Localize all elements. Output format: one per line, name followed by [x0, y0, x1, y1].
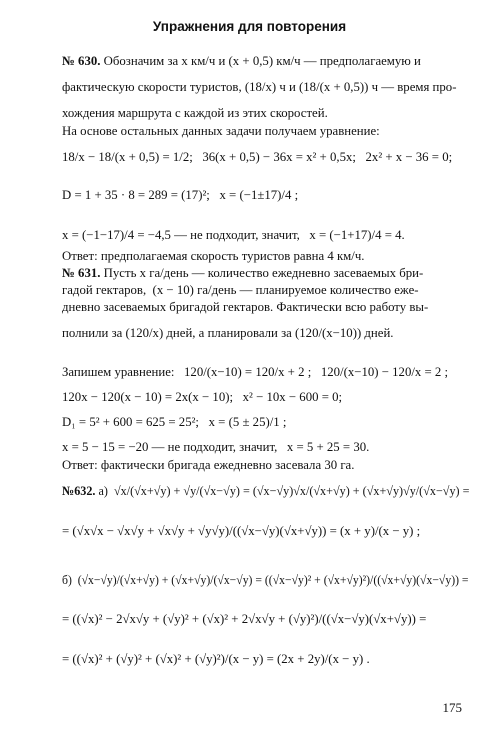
text: На основе остальных данных задачи получаем уравнение:	[62, 124, 380, 138]
equation	[62, 415, 286, 430]
p630-line-4	[62, 124, 380, 139]
text: x = (−1−17)/4 = −4,5 — не подходит, значит, x = (−1+17)/4 = 4.	[62, 228, 405, 242]
problem-number: №632.	[62, 484, 96, 498]
equation	[62, 188, 298, 203]
page-number: 175	[442, 700, 462, 715]
text: D = 1 + 35 · 8 = 289 = (17)²; x = (−1±17)/4 ;	[62, 188, 299, 202]
text: хождения маршрута с каждой из этих скоростей.	[62, 106, 328, 120]
p631-line-3	[62, 300, 428, 315]
equation	[62, 390, 342, 405]
text: б) (√x−√y)/(√x+√y) + (√x+√y)/(√x−√y) = ((√x−√y)² + (√x+√y)²)/((√x+√y)(√x−√y)) =	[62, 573, 469, 587]
p630-line-2	[62, 80, 456, 95]
problem-number: № 631.	[62, 266, 101, 280]
equation	[62, 150, 452, 165]
text: = ((√x)² + (√y)² + (√x)² + (√y)²)/(x − y) = (2x + 2y)/(x − y) .	[62, 652, 370, 666]
p631-line-1	[62, 266, 423, 281]
text: x = 5 − 15 = −20 — не подходит, значит, x = 5 + 25 = 30.	[62, 440, 370, 454]
text: дневно засеваемых бригадой гектаров. Фактически всю работу вы-	[62, 300, 429, 314]
equation	[62, 228, 405, 243]
p632-line-a	[62, 484, 469, 499]
problem-number: № 630.	[62, 54, 101, 68]
answer	[62, 458, 354, 473]
p631-line-4	[62, 326, 394, 341]
text: Ответ: фактически бригада ежедневно засевала 30 га.	[62, 458, 355, 472]
page-heading: Упражнения для повторения	[152, 19, 347, 34]
p630-line-1	[62, 54, 421, 69]
text: = (√x√x − √x√y + √x√y + √y√y)/((√x−√y)(√x+√y)) = (x + y)/(x − y) ;	[62, 524, 421, 538]
p630-line-3	[62, 106, 328, 121]
text: фактическую скорости туристов, (18/x) ч и (18/(x + 0,5)) ч — время про-	[62, 80, 457, 94]
text: а) √x/(√x+√y) + √y/(√x−√y) = (√x−√y)√x/(√x+√y) + (√x+√y)√y/(√x−√y) =	[98, 484, 470, 498]
text: = ((√x)² − 2√x√y + (√y)² + (√x)² + 2√x√y + (√y)²)/((√x−√y)(√x+√y)) =	[62, 612, 427, 626]
equation	[62, 652, 370, 667]
text: Пусть x га/день — количество ежедневно засеваемых бри-	[103, 266, 424, 280]
p631-line-2	[62, 283, 419, 298]
equation	[62, 612, 426, 627]
text: полнили за (120/x) дней, а планировали за (120/(x−10)) дней.	[62, 326, 394, 340]
equation	[62, 365, 448, 380]
equation	[62, 440, 369, 455]
text: 18/x − 18/(x + 0,5) = 1/2; 36(x + 0,5) − 36x = x² + 0,5x; 2x² + x − 36 = 0;	[62, 150, 453, 164]
text: Запишем уравнение: 120/(x−10) = 120/x + 2 ; 120/(x−10) − 120/x = 2 ;	[62, 365, 449, 379]
equation	[62, 524, 420, 539]
text: Обозначим за x км/ч и (x + 0,5) км/ч — предполагаемую и	[103, 54, 421, 68]
text: Ответ: предполагаемая скорость туристов равна 4 км/ч.	[62, 249, 365, 263]
text: гадой гектаров, (x − 10) га/день — планируемое количество еже-	[62, 283, 419, 297]
equation	[62, 573, 469, 588]
text: 120x − 120(x − 10) = 2x(x − 10); x² − 10x − 600 = 0;	[62, 390, 343, 404]
answer	[62, 249, 364, 264]
text: D₁ = 5² + 600 = 625 = 25²; x = (5 ± 25)/1 ;	[62, 415, 287, 429]
